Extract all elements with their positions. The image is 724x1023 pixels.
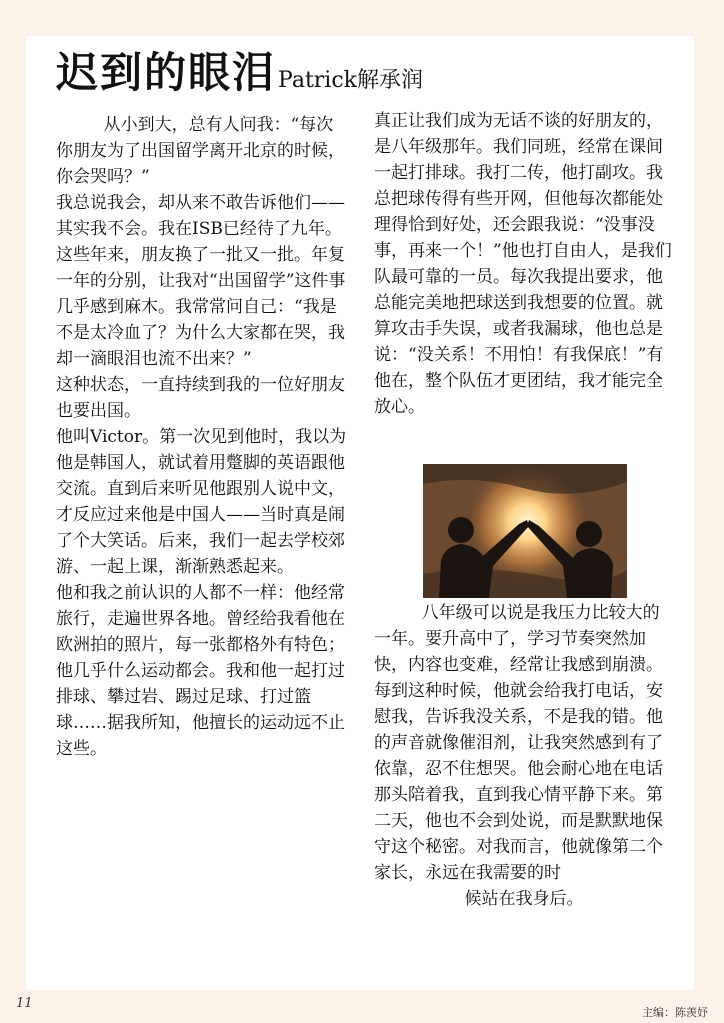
right-column-bottom [374,600,674,912]
article-title: 迟到的眼泪 [56,48,277,97]
paragraph: 真正让我们成为无话不谈的好朋友的，是八年级那年。我们同班，经常在课间一起打排球。我打二传，他打副攻。我总把球传得有些开网，但他每次都能处理得恰到好处，还会跟我说：“没事没事，再来一个！”他也打自由人，是我们队最可靠的一员。每次我提出要求，他总能完美地把球送到我想要的位置。就算攻击手失误，或者我漏球，他也总是说：“没关系！不用怕！有我保底！”有他在，整个队伍才更团结，我才能完全放心。 [374,111,672,417]
paragraph: 八年级可以说是我压力比较大的一年。要升高中了，学习节奏突然加快，内容也变难，经常让我感到崩溃。每到这种时候，他就会给我打电话，安慰我，告诉我没关系，不是我的错。他的声音就像催泪剂，让我突然感到有了依靠，忍不住想哭。他会耐心地在电话那头陪着我，直到我心情平静下来。第二天，他也不会到处说，而是默默地保守这个秘密。对我而言，他就像第二个家长，永远在我需要的时 [374,603,663,883]
paragraph: 从小到大，总有人问我：“每次你朋友为了出国留学离开北京的时候，你会哭吗？” [56,115,345,187]
paragraph: 他叫Victor。第一次见到他时，我以为他是韩国人，就试着用蹩脚的英语跟他交流。直到后来听见他跟别人说中文，才反应过来他是中国人——当时真是闹了个大笑话。后来，我们一起去学校郊游、一起上课，渐渐熟悉起来。 [56,427,347,577]
left-column [56,112,350,762]
article-author: Patrick解承润 [278,68,423,93]
two-silhouettes-high-five-sunset-photo [423,464,627,598]
paragraph: 他和我之前认识的人都不一样：他经常旅行，走遍世界各地。曾经给我看他在欧洲拍的照片，每一张都格外有特色；他几乎什么运动都会。我和他一起打过排球、攀过岩、踢过足球、打过篮球……据我所知，他擅长的运动远不止这些。 [56,583,345,759]
paragraph: 候站在我身后。 [464,889,584,909]
header [56,40,423,100]
page-number: 11 [16,996,33,1011]
editor-credit: 主编：陈羡妤 [642,1006,708,1019]
paragraph: 我总说我会，却从来不敢告诉他们——其实我不会。我在ISB已经待了九年。这些年来，朋友换了一批又一批。年复一年的分别，让我对“出国留学”这件事几乎感到麻木。我常常问自己：“我是不是太冷血了？为什么大家都在哭，我却一滴眼泪也流不出来？” [56,193,346,369]
paragraph: 这种状态，一直持续到我的一位好朋友也要出国。 [56,375,345,421]
right-column-top [374,108,674,420]
